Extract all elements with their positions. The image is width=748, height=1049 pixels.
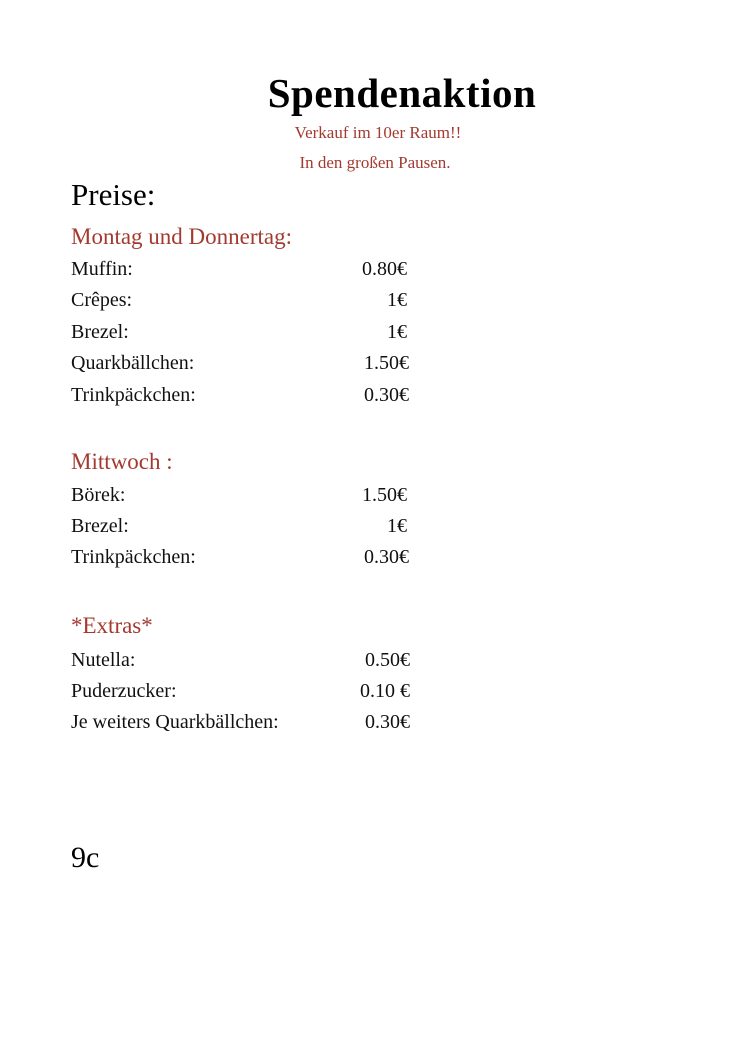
item-name: Puderzucker:	[71, 680, 177, 702]
item-name: Muffin:	[71, 258, 133, 280]
price-row	[71, 543, 409, 571]
item-price: 0.80€	[362, 258, 407, 280]
price-row	[71, 481, 407, 509]
subtitle-time: In den großen Pausen.	[299, 153, 451, 172]
class-label: 9c	[71, 841, 100, 874]
price-row	[71, 708, 410, 736]
item-name: Brezel:	[71, 321, 129, 343]
item-name: Brezel:	[71, 515, 129, 537]
section-heading-extras: *Extras*	[71, 613, 153, 638]
item-price: 1€	[387, 515, 407, 537]
item-price: 0.50€	[365, 649, 410, 671]
price-row	[71, 318, 407, 346]
prices-heading: Preise:	[71, 177, 156, 212]
item-name: Nutella:	[71, 649, 136, 671]
price-row	[71, 512, 407, 540]
price-row	[71, 646, 410, 674]
item-price: 0.30€	[365, 711, 410, 733]
section-heading-montag-donnerstag: Montag und Donnertag:	[71, 224, 293, 249]
item-price: 0.30€	[364, 384, 409, 406]
item-name: Trinkpäckchen:	[71, 384, 196, 406]
item-name: Börek:	[71, 484, 126, 506]
page-title: Spendenaktion	[267, 70, 537, 116]
item-name: Trinkpäckchen:	[71, 546, 196, 568]
price-row	[71, 255, 407, 283]
item-name: Quarkbällchen:	[71, 352, 195, 374]
item-price: 1.50€	[362, 484, 407, 506]
item-price: 0.30€	[364, 546, 409, 568]
item-price: 1€	[387, 289, 407, 311]
price-row	[71, 286, 407, 314]
item-price: 1€	[387, 321, 407, 343]
price-row	[71, 349, 409, 377]
item-name: Crêpes:	[71, 289, 133, 311]
subtitle-location: Verkauf im 10er Raum!!	[294, 123, 462, 142]
price-row	[71, 677, 410, 705]
item-price: 1.50€	[364, 352, 409, 374]
item-name: Je weiters Quarkbällchen:	[71, 711, 279, 733]
section-heading-mittwoch: Mittwoch :	[71, 449, 173, 474]
price-row	[71, 381, 409, 409]
item-price: 0.10 €	[360, 680, 410, 702]
